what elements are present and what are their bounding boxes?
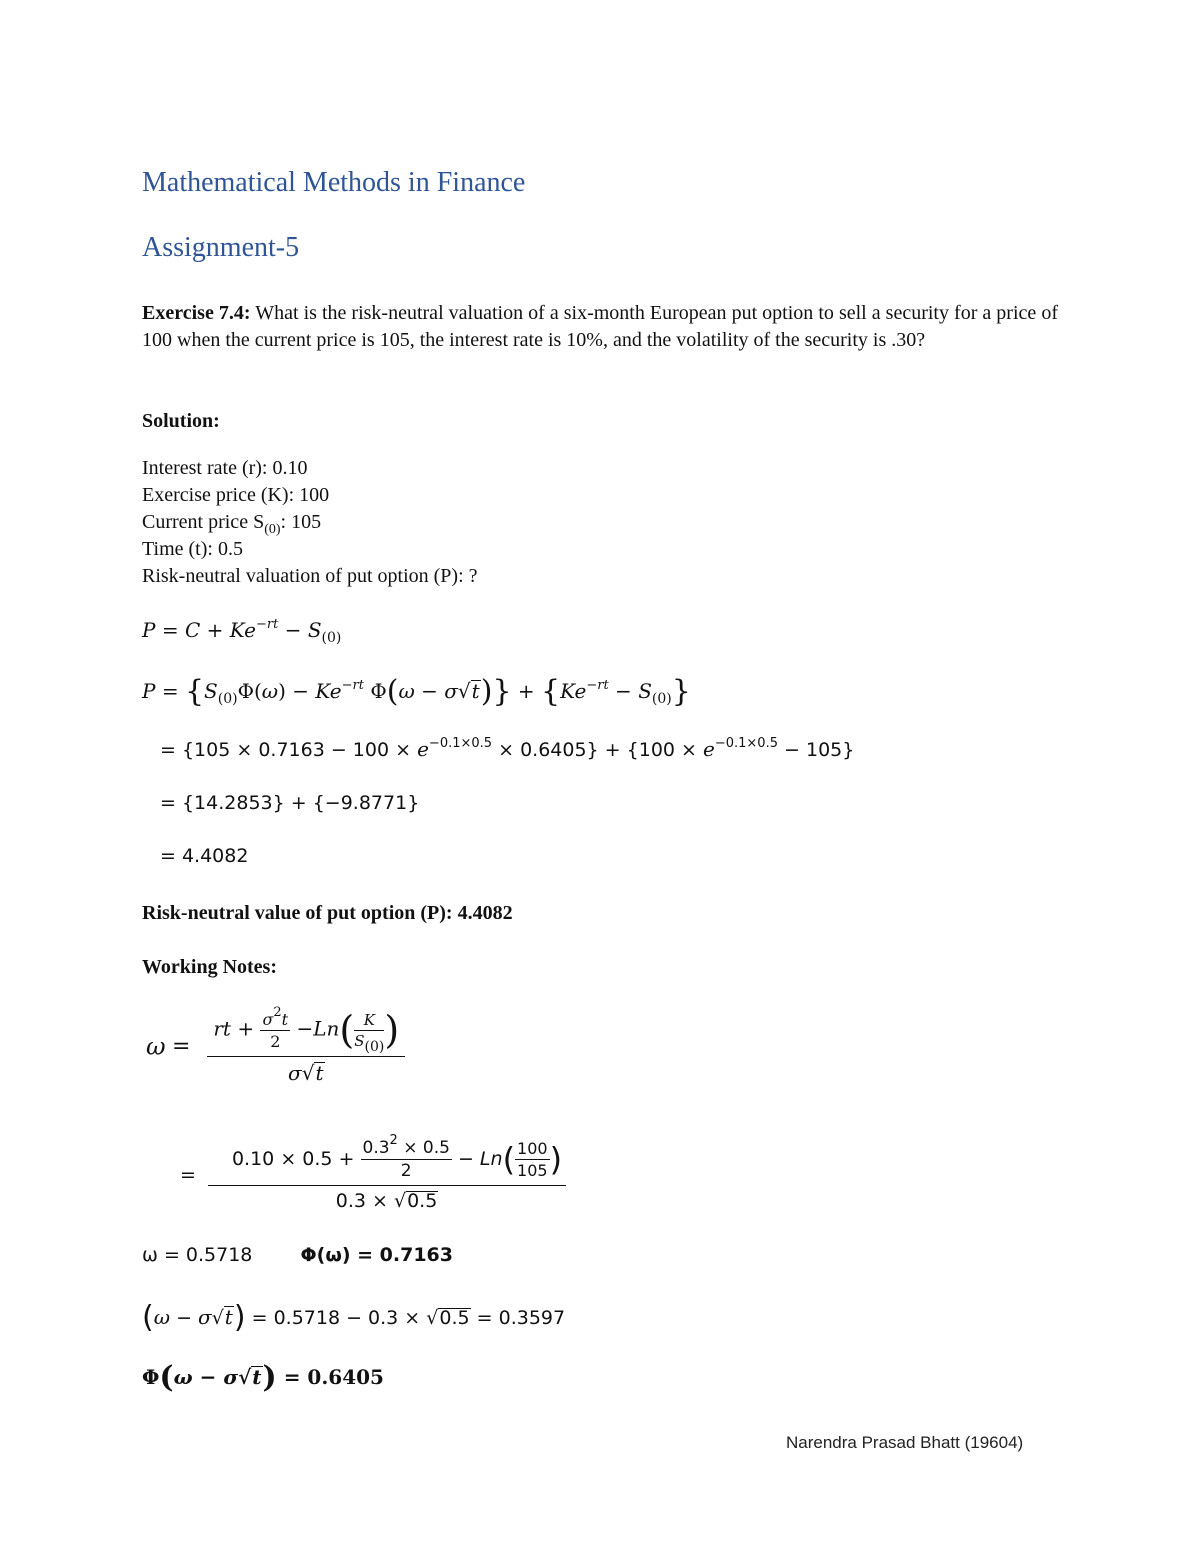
unknown-put-value: Risk-neutral valuation of put option (P): ? xyxy=(142,565,478,587)
exercise-label: Exercise 7.4: xyxy=(142,302,251,324)
omega-num-b-den: 2 xyxy=(400,1161,412,1181)
exercise-paragraph xyxy=(142,300,1058,354)
omega-value-line xyxy=(142,1244,453,1266)
calc-step-partials: = {14.2853} + {−9.8771} xyxy=(160,792,420,814)
given-interest-rate: Interest rate (r): 0.10 xyxy=(142,457,308,479)
omega-den: 0.3 × xyxy=(335,1190,388,1212)
omega-minus-result: = 0.3597 xyxy=(476,1307,566,1329)
formula-omega-definition: ω = rt + $\frac{\sigma^2t}{2}$ −Ln( $\frac{K}{S_{(0)}}$ ) σ√t xyxy=(146,1008,405,1085)
current-price-label: Current price S xyxy=(142,511,265,533)
omega-num-a: 0.10 × 0.5 + xyxy=(231,1148,355,1170)
given-exercise-price: Exercise price (K): 100 xyxy=(142,484,330,506)
phi-final-line: Φ(ω − σ√t) = 0.6405 xyxy=(142,1360,384,1395)
page-title: Mathematical Methods in Finance xyxy=(142,167,526,198)
omega-minus-line: (ω − σ√t) = 0.5718 − 0.3 × √0.5 = 0.3597 xyxy=(142,1300,566,1335)
step1-exponent-2: −0.1×0.5 xyxy=(714,736,778,751)
omega-num-b-rest: × 0.5 xyxy=(397,1138,450,1158)
footer-author: Narendra Prasad Bhatt (19604) xyxy=(786,1433,1024,1452)
omega-num-b-top: 0.3 xyxy=(362,1138,390,1158)
omega-den-sqrt: 0.5 xyxy=(407,1190,438,1212)
current-price-value: : 105 xyxy=(280,511,322,533)
working-notes-heading: Working Notes: xyxy=(142,956,277,978)
omega-minus-sqrt: 0.5 xyxy=(439,1307,470,1329)
formula-put-call-parity: $P = C + Ke^{-rt} - S_{(0)}$ xyxy=(142,617,342,646)
formula-omega-numeric: = 0.10 × 0.5 + $\frac{0.3^2 \times 0.5}{2}$ − Ln( $\frac{100}{105}$ ) 0.3 × √0.5 xyxy=(180,1138,566,1212)
result-put-value: Risk-neutral value of put option (P): 4.4082 xyxy=(142,902,513,924)
step1-exponent: −0.1×0.5 xyxy=(428,736,493,751)
omega-minus-calc: = 0.5718 − 0.3 × xyxy=(251,1307,421,1329)
formula-black-scholes-put: $P = \{S_{(0)}\Phi(\omega) - Ke^{-rt}$ $\Phi(\omega - \sigma√t)\} + \{Ke^{-rt} - S_{(0)}\}$ xyxy=(142,674,691,709)
step1-values: {105 × 0.7163 − 100 × xyxy=(181,739,412,761)
exercise-text: What is the risk-neutral valuation of a six-month European put option to sell a security for a price of 100 when the current price is 105, the interest rate is 10%, and the volatility of the security is .30? xyxy=(142,302,1058,351)
calc-step-substitution: = $\{105 \times 0.7163 - 100 \times e^{-0.1\times 0.5} \times 0.6405\} + \{100 \times e^{-0.1\times 0.5} - 105\}$ xyxy=(160,736,855,761)
omega-num-ln: − Ln xyxy=(457,1148,503,1170)
step1-mid: × 0.6405} + {100 × xyxy=(498,739,697,761)
phi-final-value: = 0.6405 xyxy=(283,1365,384,1389)
calc-step-total: = 4.4082 xyxy=(160,845,249,867)
given-time: Time (t): 0.5 xyxy=(142,538,243,560)
solution-heading: Solution: xyxy=(142,410,220,432)
ln-denominator: 105 xyxy=(517,1161,548,1180)
page-subtitle: Assignment-5 xyxy=(142,232,300,263)
step1-end: − 105} xyxy=(784,739,855,761)
omega-value: ω = 0.5718 xyxy=(142,1244,253,1266)
phi-omega-value: Φ(ω) = 0.7163 xyxy=(300,1244,454,1266)
current-price-sub: (0) xyxy=(264,522,281,537)
given-current-price xyxy=(142,509,321,536)
ln-numerator: 100 xyxy=(517,1139,548,1158)
